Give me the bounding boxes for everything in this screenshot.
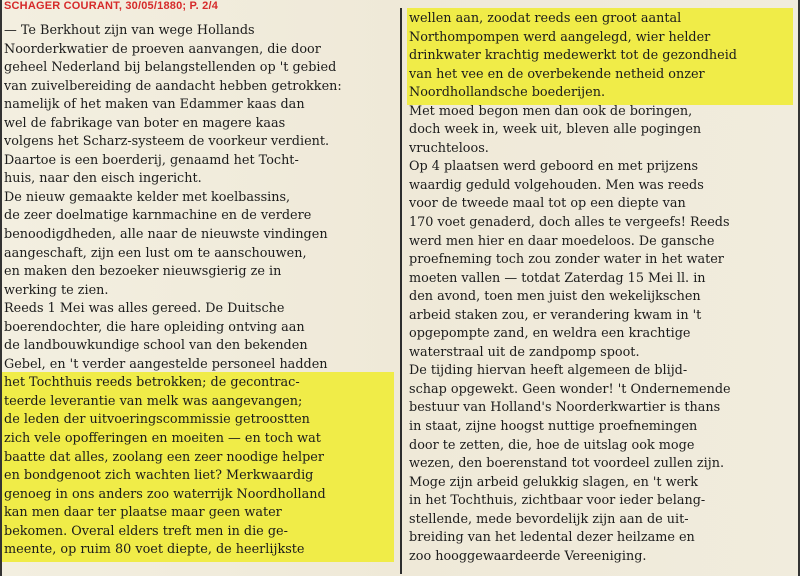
right-column-highlighted-text: [409, 10, 791, 103]
text-line: moeten vallen — totdat Zaterdag 15 Mei ll. in: [409, 270, 706, 286]
text-line: wellen aan, zoodat reeds een groot aantal: [409, 11, 682, 26]
right-column: [409, 10, 791, 566]
text-line: Gebel, en 't verder aangestelde personeel hadden: [4, 356, 328, 372]
text-line: vruchteloos.: [409, 140, 489, 156]
text-line: schap opgewekt. Geen wonder! 't Ondernemende: [409, 381, 731, 397]
text-line: de leden der uitvoeringscommissie getroostten: [4, 412, 310, 428]
left-border: [0, 0, 2, 576]
text-line: huis, naar den eisch ingericht.: [4, 171, 202, 187]
text-line: benoodigdheden, alle naar de nieuwste vindingen: [4, 227, 328, 243]
text-line: kan men daar ter plaatse maar geen water: [4, 505, 282, 521]
source-label: SCHAGER COURANT, 30/05/1880; P. 2/4: [4, 0, 219, 12]
text-line: van het vee en de overbekende netheid onzer: [409, 66, 705, 82]
left-column: [4, 22, 392, 560]
text-line: in staat, zijne hoogst nuttige proefnemingen: [409, 419, 698, 435]
text-line: en bondgenoot zich wachten liet? Merkwaardig: [4, 468, 314, 484]
text-line: baatte dat alles, zoolang een zeer noodige helper: [4, 449, 324, 465]
text-line: proefneming toch zou zonder water in het water: [409, 252, 724, 268]
text-line: het Tochthuis reeds betrokken; de gecontrac-: [4, 375, 300, 391]
text-line: van zuivelbereiding de aandacht hebben getrokken:: [4, 78, 342, 94]
text-line: Daartoe is een boerderij, genaamd het Tocht-: [4, 152, 299, 168]
text-line: waardig geduld volgehouden. Men was reeds: [409, 177, 704, 193]
text-line: breiding van het ledental dezer heilzame en: [409, 530, 695, 546]
text-line: werd men hier en daar moedeloos. De gansche: [409, 233, 715, 249]
text-line: Northompompen werd aangelegd, wier helder: [409, 29, 711, 45]
text-line: Met moed begon men dan ook de boringen,: [409, 103, 693, 119]
text-line: door te zetten, die, hoe de uitslag ook moge: [409, 437, 695, 453]
text-line: waterstraal uit de zandpomp spoot.: [409, 344, 640, 360]
text-line: De tijding hiervan heeft algemeen de blijd-: [409, 363, 688, 379]
text-line: Noorderkwatier de proeven aanvangen, die door: [4, 41, 321, 57]
text-line: zich vele opofferingen en moeiten — en toch wat: [4, 431, 321, 447]
text-line: Noordhollandsche boederijen.: [409, 85, 606, 101]
text-line: zoo hooggewaardeerde Vereeniging.: [409, 548, 647, 564]
text-line: Op 4 plaatsen werd geboord en met prijzens: [409, 159, 699, 175]
text-line: aangeschaft, zijn een lust om te aanschouwen,: [4, 245, 307, 261]
text-line: drinkwater krachtig medewerkt tot de gezondheid: [409, 48, 738, 64]
column-divider: [400, 8, 402, 574]
text-line: arbeid staken zou, er verandering kwam in 't: [409, 307, 702, 323]
text-line: wezen, den boerenstand tot voordeel zullen zijn.: [409, 456, 725, 472]
text-line: 170 voet genaderd, doch alles te vergeefs! Reeds: [409, 215, 730, 231]
text-line: boerendochter, die hare opleiding ontving aan: [4, 319, 305, 335]
left-column-plain-text: [4, 22, 392, 374]
text-line: in het Tochthuis, zichtbaar voor ieder belang-: [409, 493, 706, 509]
text-line: wel de fabrikage van boter en magere kaas: [4, 115, 286, 131]
text-line: teerde leverantie van melk was aangevangen;: [4, 393, 303, 409]
text-line: de zeer doelmatige karnmachine en de verdere: [4, 208, 312, 224]
text-line: doch week in, week uit, bleven alle pogingen: [409, 122, 702, 138]
text-line: en maken den bezoeker nieuwsgierig ze in: [4, 264, 282, 280]
text-line: Reeds 1 Mei was alles gereed. De Duitsche: [4, 301, 285, 317]
text-line: namelijk of het maken van Edammer kaas dan: [4, 97, 305, 113]
text-line: werking te zien.: [4, 282, 109, 298]
text-line: den avond, toen men juist den wekelijkschen: [409, 289, 701, 305]
text-line: geheel Nederland bij belangstellenden op 't gebied: [4, 60, 337, 76]
text-line: bestuur van Holland's Noorderkwartier is thans: [409, 400, 721, 416]
left-column-highlighted-text: [4, 374, 392, 559]
text-line: Moge zijn arbeid gelukkig slagen, en 't werk: [409, 474, 699, 490]
text-line: de landbouwkundige school van den bekenden: [4, 338, 308, 354]
text-line: opgepompte zand, en weldra een krachtige: [409, 326, 691, 342]
text-line: — Te Berkhout zijn van wege Hollands: [4, 23, 255, 38]
text-line: stellende, mede bevordelijk zijn aan de uit-: [409, 511, 689, 527]
right-column-plain-text: [409, 103, 791, 567]
text-line: bekomen. Overal elders treft men in die ge-: [4, 523, 288, 539]
text-line: genoeg in ons anders zoo waterrijk Noordholland: [4, 486, 326, 502]
text-line: voor de tweede maal tot op een diepte van: [409, 196, 686, 212]
text-line: meente, op ruim 80 voet diepte, de heerlijkste: [4, 542, 305, 558]
text-line: volgens het Scharz-systeem de voorkeur verdient.: [4, 134, 330, 150]
text-line: De nieuw gemaakte kelder met koelbassins,: [4, 189, 291, 205]
